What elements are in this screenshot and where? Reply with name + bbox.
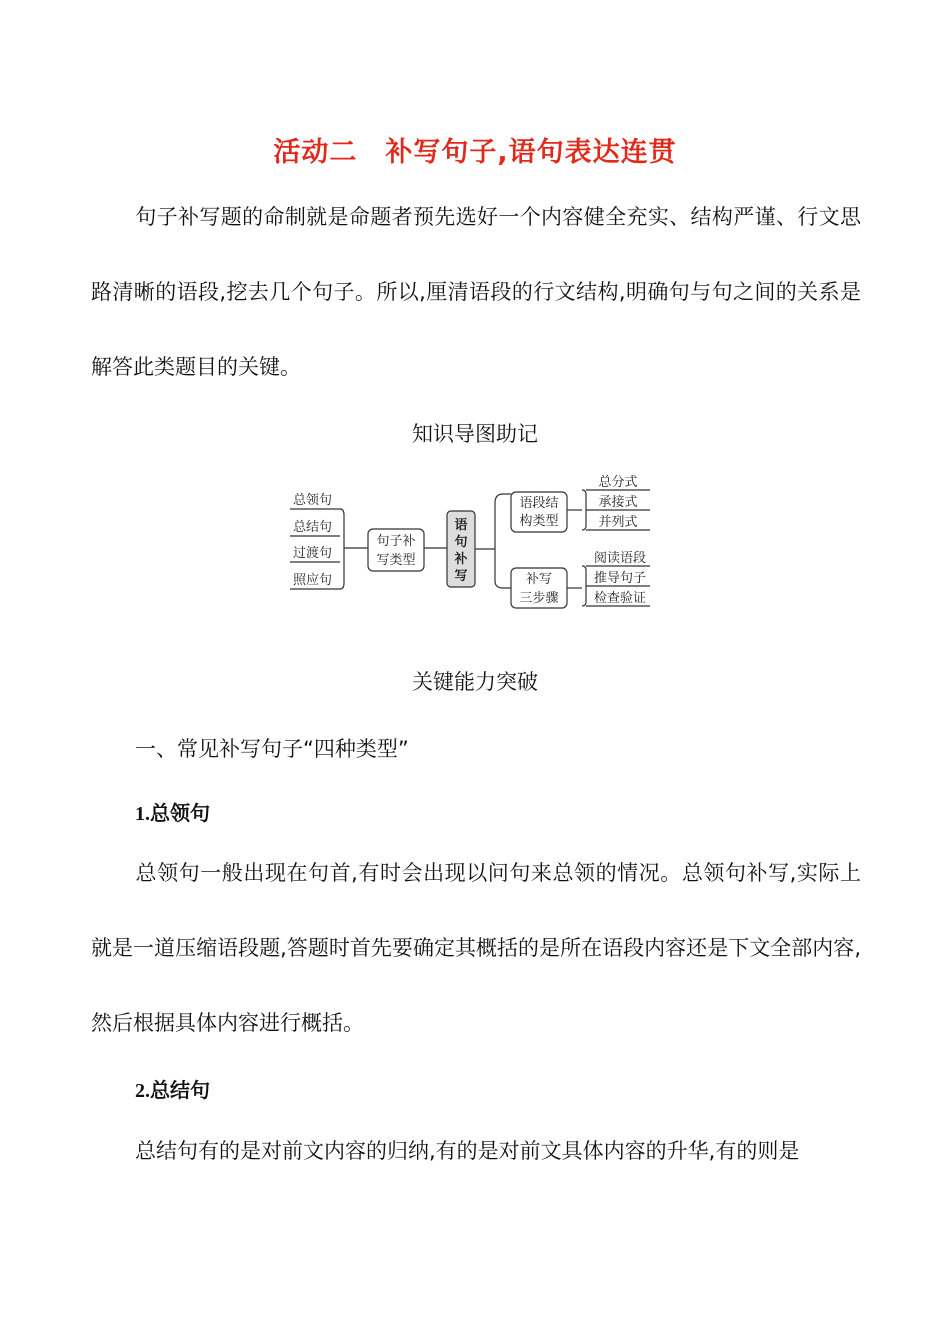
mindmap-middle-box-line: 写类型 <box>376 553 416 568</box>
item1-title: 总领句 <box>150 801 210 825</box>
mindmap-top-item: 承接式 <box>598 495 638 510</box>
mindmap-bottom-item: 检查验证 <box>593 591 647 606</box>
mindmap-middle-box-line: 句子补 <box>376 534 416 549</box>
page-title: 活动二 补写句子,语句表达连贯 <box>273 137 677 168</box>
mindmap-bottom-box-line: 三步骤 <box>519 591 559 606</box>
mindmap-left-item: 过渡句 <box>293 546 333 561</box>
mindmap-left-item: 总领句 <box>293 493 333 508</box>
item2-heading <box>135 1074 210 1103</box>
item1-number: 1. <box>135 803 150 825</box>
item1-heading <box>135 797 210 826</box>
mindmap-center-char: 句 <box>454 535 468 550</box>
mindmap-left-item: 总结句 <box>293 520 333 535</box>
section-heading: 关键能力突破 <box>412 670 538 694</box>
item2-paragraph <box>91 1114 861 1189</box>
mindmap-bottom-item: 推导句子 <box>593 571 647 586</box>
mindmap-center-char: 写 <box>454 569 468 584</box>
item1-text: 总领句一般出现在句首,有时会出现以问句来总领的情况。总领句补写,实际上就是一道压缩语段题,答题时首先要确定其概括的是所在语段内容还是下文全部内容,然后根据具体内容进行概括。 <box>91 861 861 1035</box>
intro-text: 句子补写题的命制就是命题者预先选好一个内容健全充实、结构严谨、行文思路清晰的语段,挖去几个句子。所以,厘清语段的行文结构,明确句与句之间的关系是解答此类题目的关键。 <box>91 205 861 379</box>
item2-text: 总结句有的是对前文内容的归纳,有的是对前文具体内容的升华,有的则是 <box>135 1139 800 1163</box>
item2-number: 2. <box>135 1080 150 1102</box>
mindmap-bottom-box-line: 补写 <box>525 572 553 587</box>
mindmap-diagram <box>280 470 660 615</box>
mindmap-top-box-line: 构类型 <box>519 514 559 529</box>
intro-paragraph <box>91 180 861 405</box>
mindmap-center-char: 补 <box>454 552 468 567</box>
mindmap-top-item: 总分式 <box>598 475 638 490</box>
item1-paragraph <box>91 836 861 1061</box>
part-one-heading: 一、常见补写句子“四种类型” <box>135 737 409 761</box>
mindmap-left-item: 照应句 <box>293 573 333 588</box>
mindmap-top-item: 并列式 <box>598 515 638 530</box>
item2-title: 总结句 <box>150 1078 210 1102</box>
mindmap-bottom-item: 阅读语段 <box>593 551 647 566</box>
mindmap-center-char: 语 <box>454 518 468 533</box>
mindmap-top-box-line: 语段结 <box>519 496 559 511</box>
mindmap-heading: 知识导图助记 <box>412 422 538 446</box>
